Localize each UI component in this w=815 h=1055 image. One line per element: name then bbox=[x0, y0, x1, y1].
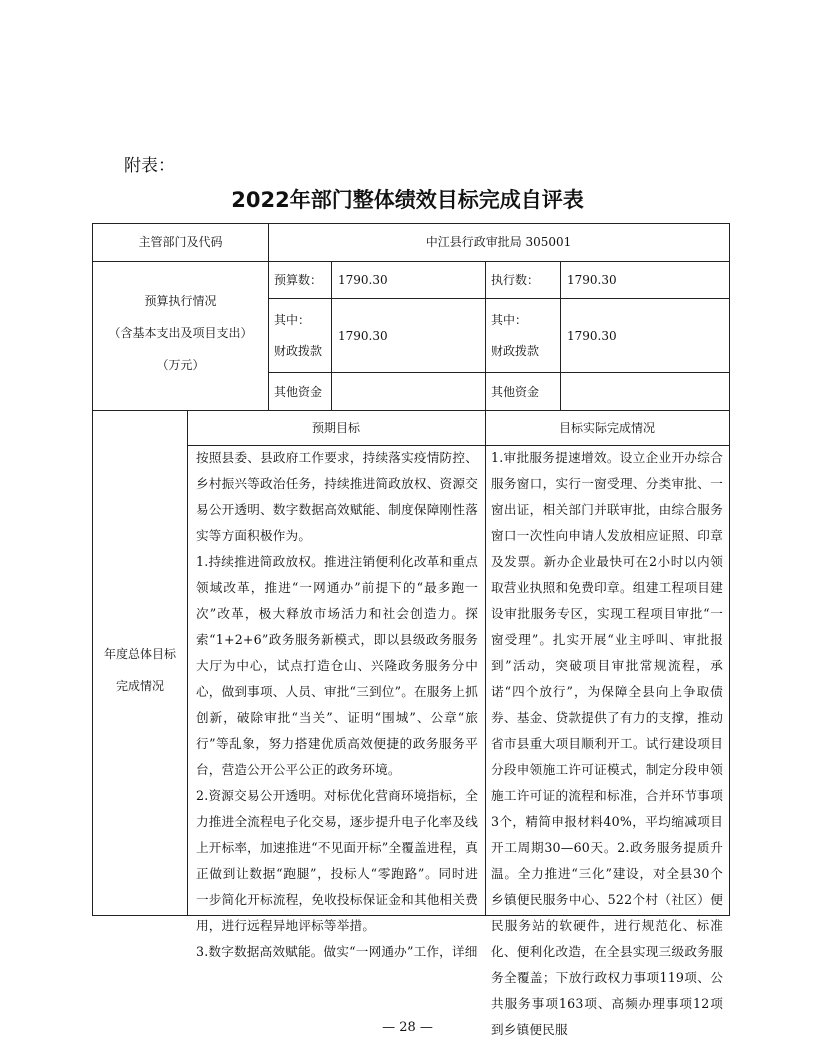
exec-amount-value: 1790.30 bbox=[567, 273, 617, 287]
table-rule bbox=[187, 410, 188, 915]
table-rule bbox=[485, 261, 486, 410]
table-rule bbox=[485, 410, 486, 915]
expected-paragraph: 2.资源交易公开透明。对标优化营商环境指标，全力推进全流程电子化交易，逐步提升电子化率及线上开标率，加速推进“不见面开标”全覆盖进程，真正做到让数据“跑腿”，投标人“零跑路”。同时进一步简化开标流程，免收投标保证金和其他相关费用，进行远程异地评标等举措。 bbox=[196, 788, 478, 933]
budget-amount-label: 预算数： bbox=[274, 273, 323, 287]
fiscal-exec-value: 1790.30 bbox=[567, 329, 617, 343]
table-rule bbox=[331, 261, 332, 410]
actual-paragraph: 1.审批服务提速增效。设立企业开办综合服务窗口，实行一窗受理、分类审批、一窗出证，相关部门并联审批，由综合服务窗口一次性向申请人发放相应证照、印章及发票。新办企业最快可在2小时以内领取营业执照和免费印章。组建工程项目建设审批服务专区，实现工程项目审批“一窗受理”。扎实开展“业主呼叫、审批报到”活动，突破项目审批常规流程，承诺“四个放行”，为保障全县向上争取债券、基金、贷款提供了有力的支撑，推动省市县重大项目顺利开工。试行建设项目分段申领施工许可证模式，制定分段申领施工许可证的流程和标准，合并环节事项3个，精简申报材料40%，平均缩减项目开工周期30—60天。2.政务服务提质升温。全力推进“三化”建设，对全县30个乡镇便民服务中心、522个村（社区）便民服务站的软硬件，进行规范化、标准化、便利化改造，在全县实现三级政务服务全覆盖；下放行政权力事项119项、公共服务事项163项、高频办理事项12项到乡镇便民服 bbox=[491, 450, 723, 1037]
table-rule bbox=[560, 261, 561, 410]
col-header-actual: 目标实际完成情况 bbox=[558, 421, 655, 435]
fiscal-label: 其中： bbox=[491, 313, 528, 327]
dept-value: 中江县行政审批局 305001 bbox=[425, 235, 572, 249]
appendix-label: 附表： bbox=[124, 156, 175, 176]
expected-paragraph: 按照县委、县政府工作要求，持续落实疫情防控、乡村振兴等政治任务，持续推进简政放权、资源交易公开透明、数字数据高效赋能、制度保障刚性落实等方面积极作为。 bbox=[196, 450, 478, 543]
budget-exec-label-line: （含基本支出及项目支出） bbox=[108, 326, 253, 340]
page-title: 2022年部门整体绩效目标完成自评表 bbox=[231, 188, 584, 212]
other-funds-label: 其他资金 bbox=[274, 385, 323, 399]
expected-paragraph: 1.持续推进简政放权。推进注销便利化改革和重点领域改革，推进“一网通办”前提下的“最多跑一次”改革，极大释放市场活力和社会创造力。探索“1+2+6”政务服务新模式，即以县级政务服务大厅为中心，试点打造仓山、兴隆政务服务分中心，做到事项、人员、审批“三到位”。在服务上抓创新，破除审批“当关”、证明“围城”、公章“旅行”等乱象，努力搭建优质高效便捷的政务服务平台，营造公开公平公正的政务环境。 bbox=[196, 554, 478, 777]
page-number: — 28 — bbox=[382, 1020, 433, 1035]
annual-target-label bbox=[93, 638, 187, 702]
budget-amount-value: 1790.30 bbox=[338, 273, 388, 287]
table-rule bbox=[93, 261, 729, 262]
fiscal-budget-value: 1790.30 bbox=[338, 329, 388, 343]
exec-amount-label: 执行数： bbox=[491, 273, 540, 287]
dept-label: 主管部门及代码 bbox=[138, 235, 223, 249]
table-rule bbox=[268, 298, 729, 299]
expected-target-text bbox=[196, 445, 478, 959]
table-rule bbox=[268, 372, 729, 373]
fiscal-label: 其中： bbox=[274, 313, 311, 327]
other-funds-label: 其他资金 bbox=[491, 385, 540, 399]
actual-completion-text bbox=[491, 445, 723, 1037]
table-rule bbox=[93, 410, 729, 411]
fiscal-label: 财政拨款 bbox=[491, 344, 540, 358]
col-header-expected: 预期目标 bbox=[311, 421, 360, 435]
fiscal-label: 财政拨款 bbox=[274, 344, 323, 358]
budget-exec-label bbox=[93, 285, 268, 381]
expected-paragraph: 3.数字数据高效赋能。做实“一网通办”工作，详细 bbox=[196, 944, 478, 959]
annual-target-label-line: 年度总体目标 bbox=[103, 647, 176, 661]
annual-target-label-line: 完成情况 bbox=[115, 679, 164, 693]
budget-exec-label-line: 预算执行情况 bbox=[144, 294, 217, 308]
table-rule bbox=[268, 224, 269, 410]
budget-exec-label-line: （万元） bbox=[156, 358, 205, 372]
